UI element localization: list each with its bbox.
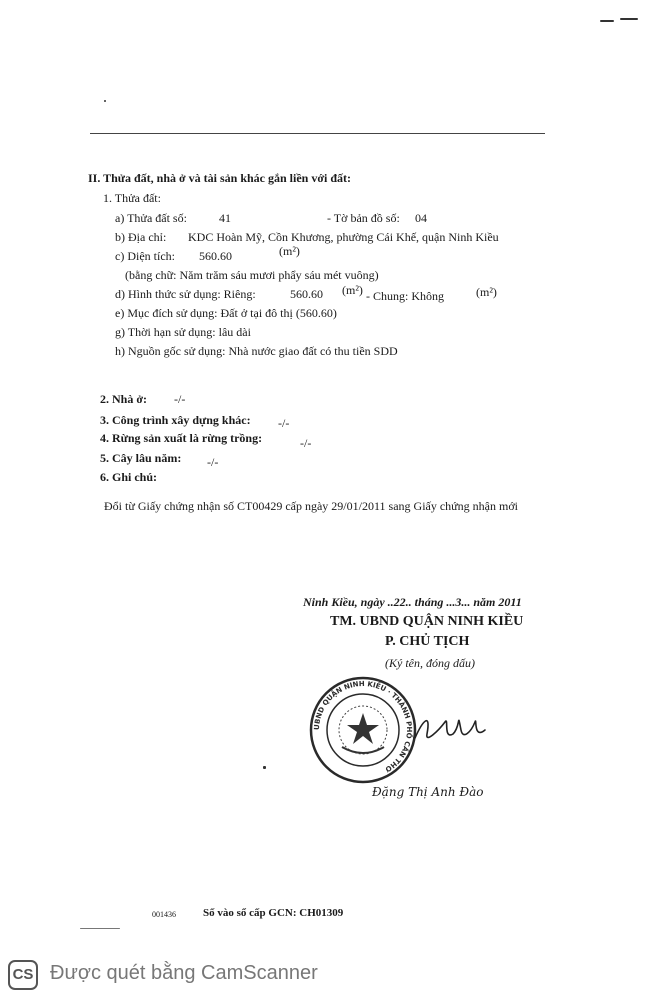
scan-mark (104, 100, 106, 102)
scan-mark (263, 766, 266, 769)
usage-purpose: e) Mục đích sử dụng: Đất ở tại đô thị (560.60) (115, 306, 337, 320)
camscanner-text: Được quét bằng CamScanner (50, 962, 318, 984)
signer-name: Đặng Thị Anh Đào (372, 785, 484, 799)
construction-value: -/- (278, 416, 290, 430)
map-sheet-value: 04 (415, 211, 427, 225)
perennial-value: -/- (207, 455, 219, 469)
construction-label: 3. Công trình xây dựng khác: (100, 413, 251, 427)
header-divider (90, 133, 545, 134)
seal-text: UBND QUẬN NINH KIỀU · THÀNH PHỐ CẦN THƠ (312, 679, 414, 774)
camscanner-watermark (0, 952, 668, 1000)
parcel-number-value: 41 (219, 211, 231, 225)
house-value: -/- (174, 392, 186, 406)
star-icon (347, 713, 379, 744)
serial-number: 001436 (152, 910, 176, 919)
land-heading: 1. Thửa đất: (103, 191, 161, 205)
usage-private-unit: (m²) (342, 283, 363, 297)
scan-mark (620, 18, 638, 20)
address-label: b) Địa chỉ: (115, 230, 167, 244)
usage-form-label: d) Hình thức sử dụng: Riêng: (115, 287, 256, 301)
usage-origin: h) Nguồn gốc sử dụng: Nhà nước giao đất có thu tiền SDD (115, 344, 398, 358)
camscanner-logo-icon: CS (8, 960, 38, 990)
section-title: II. Thửa đất, nhà ở và tài sản khác gắn liền với đất: (88, 171, 351, 185)
scan-mark (80, 928, 120, 929)
area-in-words: (bằng chữ: Năm trăm sáu mươi phẩy sáu mét vuông) (125, 268, 379, 282)
map-sheet-label: - Tờ bản đồ số: (327, 211, 400, 225)
position-title: P. CHỦ TỊCH (385, 634, 470, 649)
perennial-label: 5. Cây lâu năm: (100, 451, 182, 465)
house-label: 2. Nhà ở: (100, 392, 147, 406)
usage-common: - Chung: Không (366, 289, 444, 303)
area-unit: (m²) (279, 244, 300, 258)
area-value: 560.60 (199, 249, 232, 263)
notes-label: 6. Ghi chú: (100, 470, 158, 484)
usage-term: g) Thời hạn sử dụng: lâu dài (115, 325, 251, 339)
sign-instruction: (Ký tên, đóng dấu) (385, 656, 475, 670)
scan-mark (600, 20, 614, 22)
authority-name: TM. UBND QUẬN NINH KIỀU (330, 614, 524, 629)
place-date: Ninh Kiều, ngày ..22.. tháng ...3... năm 2011 (303, 595, 522, 609)
forest-label: 4. Rừng sản xuất là rừng trồng: (100, 431, 263, 445)
notes-text: Đổi từ Giấy chứng nhận số CT00429 cấp ngày 29/01/2011 sang Giấy chứng nhận mới (104, 499, 519, 513)
forest-value: -/- (300, 436, 312, 450)
official-seal (308, 675, 418, 785)
address-value: KDC Hoàn Mỹ, Cồn Khương, phường Cái Khế, quận Ninh Kiều (188, 230, 499, 244)
area-label: c) Diện tích: (115, 249, 175, 263)
parcel-number-label: a) Thửa đất số: (115, 211, 187, 225)
handwritten-signature (405, 700, 495, 750)
registry-number: Số vào sổ cấp GCN: CH01309 (203, 907, 344, 919)
usage-private-value: 560.60 (290, 287, 323, 301)
usage-common-unit: (m²) (476, 285, 497, 299)
